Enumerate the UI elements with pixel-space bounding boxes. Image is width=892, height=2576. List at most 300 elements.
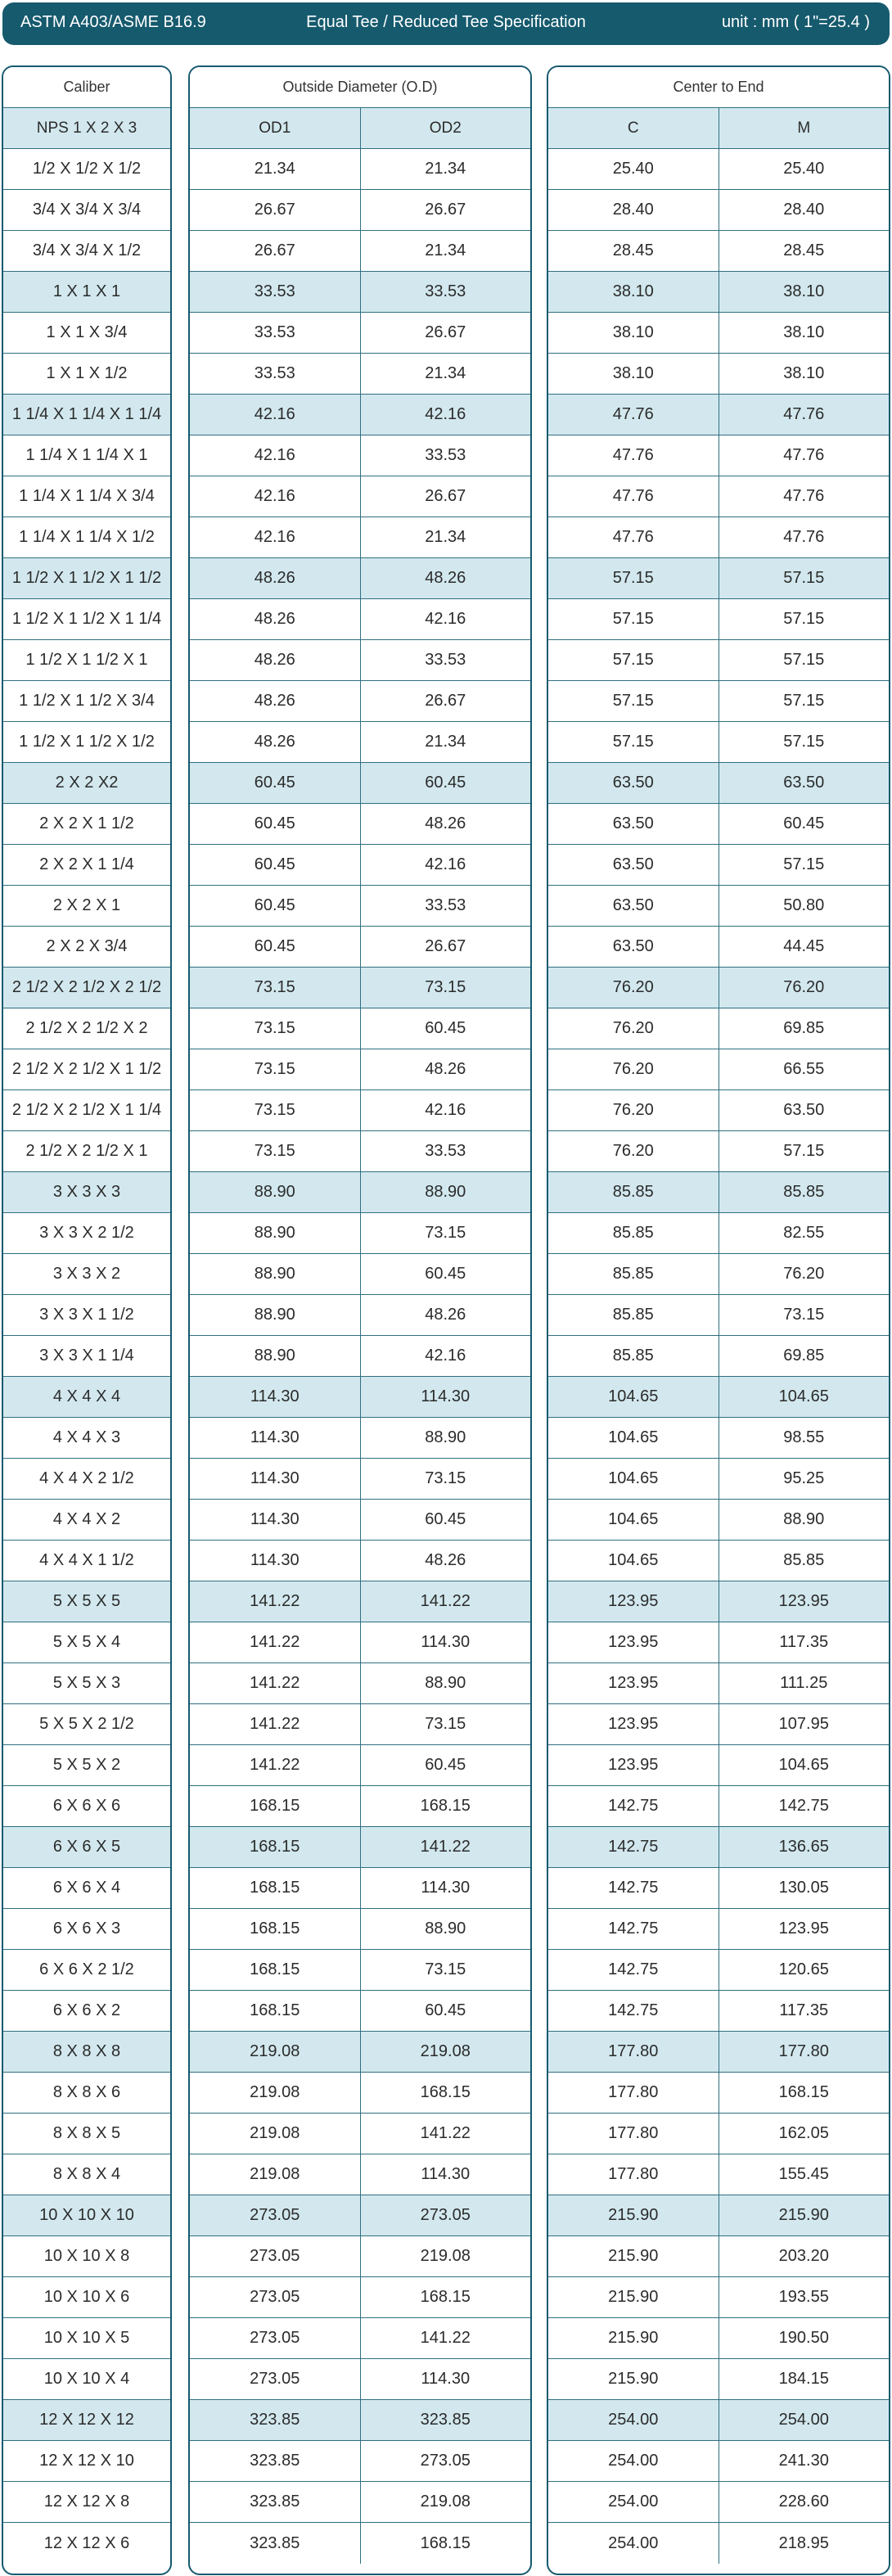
ce-row (548, 395, 889, 435)
ce-row (548, 1745, 889, 1786)
od-row (190, 1295, 530, 1336)
m-cell: 28.40 (719, 190, 890, 230)
od1-cell: 73.15 (254, 1101, 295, 1119)
od1-cell: 168.15 (250, 1838, 300, 1856)
od2-cell: 42.16 (360, 395, 531, 435)
c-cell: 76.20 (612, 1060, 654, 1078)
nps-cell: 4 X 4 X 4 (52, 1387, 121, 1405)
od1-cell: 114.30 (250, 1428, 300, 1446)
caliber-row (3, 272, 170, 313)
c-cell: 177.80 (608, 2124, 659, 2142)
ce-row (548, 517, 889, 558)
caliber-row (3, 2073, 170, 2114)
m-cell: 98.55 (719, 1418, 890, 1458)
ce-row (548, 1172, 889, 1213)
c-cell: 142.75 (608, 1920, 659, 1938)
ce-row (548, 2073, 889, 2114)
od2-cell: 26.67 (360, 313, 531, 353)
caliber-row (3, 2359, 170, 2400)
m-cell: 107.95 (719, 1704, 890, 1744)
od2-cell: 141.22 (360, 1827, 531, 1867)
ce-row (548, 1909, 889, 1950)
c-cell: 123.95 (608, 1674, 659, 1692)
nps-cell: 1 1/2 X 1 1/2 X 1/2 (19, 733, 155, 751)
m-cell: 130.05 (719, 1868, 890, 1908)
caliber-row (3, 722, 170, 763)
od1-cell: 168.15 (250, 1879, 300, 1897)
od1-cell: 141.22 (250, 1715, 300, 1733)
nps-cell: 1 1/2 X 1 1/2 X 1 1/4 (11, 610, 162, 628)
nps-cell: 3 X 3 X 2 1/2 (39, 1224, 134, 1242)
ce-row (548, 558, 889, 599)
od-row (190, 149, 530, 190)
caliber-row (3, 2114, 170, 2154)
c-cell: 104.65 (608, 1469, 659, 1487)
m-cell: 241.30 (719, 2441, 890, 2481)
ce-row (548, 190, 889, 231)
od2-cell: 21.34 (360, 149, 531, 189)
od-row (190, 1827, 530, 1868)
nps-cell: 12 X 12 X 10 (39, 2452, 134, 2470)
c-cell: 123.95 (608, 1592, 659, 1610)
c-cell: 38.10 (612, 364, 654, 382)
caliber-row (3, 395, 170, 435)
od1-cell: 141.22 (250, 1633, 300, 1651)
caliber-row (3, 2400, 170, 2441)
ce-row (548, 599, 889, 640)
ce-row (548, 1090, 889, 1131)
c-cell: 76.20 (612, 978, 654, 996)
c-cell: 254.00 (608, 2533, 659, 2552)
caliber-row (3, 1459, 170, 1500)
od2-cell: 88.90 (360, 1909, 531, 1949)
caliber-row (3, 1131, 170, 1172)
c-cell: 38.10 (612, 282, 654, 300)
od2-cell: 33.53 (360, 272, 531, 312)
m-cell: 57.15 (719, 722, 890, 762)
c-cell: 142.75 (608, 1960, 659, 1978)
m-cell: 85.85 (719, 1541, 890, 1581)
caliber-row (3, 1868, 170, 1909)
nps-cell: 1 1/4 X 1 1/4 X 3/4 (19, 487, 155, 505)
m-cell: 57.15 (719, 599, 890, 639)
od1-cell: 73.15 (254, 1019, 295, 1037)
ce-row (548, 1950, 889, 1991)
m-cell: 111.25 (719, 1663, 890, 1703)
od-row (190, 1745, 530, 1786)
m-cell: 63.50 (719, 763, 890, 803)
ce-row (548, 1213, 889, 1254)
nps-cell: 12 X 12 X 12 (39, 2411, 134, 2429)
c-cell: 63.50 (612, 814, 654, 832)
od1-cell: 60.45 (254, 774, 295, 792)
od1-cell: 33.53 (254, 282, 295, 300)
c-cell: 76.20 (612, 1101, 654, 1119)
od1-cell: 73.15 (254, 1142, 295, 1160)
ce-row (548, 763, 889, 804)
c-cell: 57.15 (612, 569, 654, 587)
c-cell: 85.85 (612, 1183, 654, 1201)
nps-cell: 2 1/2 X 2 1/2 X 2 (25, 1019, 148, 1037)
caliber-row (3, 313, 170, 354)
c-cell: 63.50 (612, 896, 654, 914)
od1-cell: 48.26 (254, 651, 295, 669)
caliber-row (3, 968, 170, 1008)
caliber-row (3, 1295, 170, 1336)
od2-cell: 33.53 (360, 1131, 531, 1171)
od1-cell: 141.22 (250, 1756, 300, 1774)
m-cell: 190.50 (719, 2318, 890, 2358)
od1-cell: 323.85 (250, 2533, 300, 2552)
ce-row (548, 476, 889, 517)
od1-cell: 33.53 (254, 323, 295, 341)
nps-cell: 10 X 10 X 4 (43, 2370, 130, 2388)
outside-diameter-table (188, 65, 532, 2575)
od2-cell: 114.30 (360, 1622, 531, 1662)
caliber-row (3, 927, 170, 968)
m-cell: 69.85 (719, 1008, 890, 1049)
od-row (190, 804, 530, 845)
caliber-row (3, 1827, 170, 1868)
ce-row (548, 2195, 889, 2236)
caliber-row (3, 2318, 170, 2359)
od2-cell: 219.08 (360, 2032, 531, 2072)
od-row (190, 1909, 530, 1950)
ce-row (548, 1827, 889, 1868)
c-cell: 254.00 (608, 2411, 659, 2429)
od2-cell: 168.15 (360, 2523, 531, 2564)
od1-cell: 323.85 (250, 2411, 300, 2429)
caliber-row (3, 1745, 170, 1786)
ce-subheader (548, 108, 889, 149)
m-cell: 177.80 (719, 2032, 890, 2072)
c-cell: 177.80 (608, 2042, 659, 2060)
caliber-row (3, 1991, 170, 2032)
od-table-body (190, 149, 530, 2564)
nps-cell: 2 X 2 X 1 1/2 (39, 814, 134, 832)
od-row (190, 2482, 530, 2523)
od1-cell: 219.08 (250, 2165, 300, 2183)
ce-row (548, 1991, 889, 2032)
od-row (190, 1418, 530, 1459)
nps-cell: 2 1/2 X 2 1/2 X 1 (25, 1142, 148, 1160)
c-cell: 28.45 (612, 241, 654, 259)
od1-cell: 168.15 (250, 1960, 300, 1978)
od2-cell: 60.45 (360, 1008, 531, 1049)
nps-cell: 5 X 5 X 5 (52, 1592, 121, 1610)
nps-cell: 4 X 4 X 2 (52, 1510, 121, 1528)
c-cell: 57.15 (612, 692, 654, 710)
c-cell: 57.15 (612, 651, 654, 669)
od1-cell: 42.16 (254, 487, 295, 505)
caliber-row (3, 149, 170, 190)
c-cell: 63.50 (612, 937, 654, 955)
od-group-header (190, 67, 530, 108)
od2-cell: 114.30 (360, 2359, 531, 2399)
c-column-header: C (627, 119, 639, 137)
nps-cell: 5 X 5 X 2 (52, 1756, 121, 1774)
od-row (190, 1377, 530, 1418)
caliber-group-title: Caliber (63, 79, 110, 95)
m-cell: 155.45 (719, 2154, 890, 2195)
od-row (190, 681, 530, 722)
caliber-row (3, 558, 170, 599)
od2-cell: 48.26 (360, 558, 531, 598)
caliber-row (3, 1500, 170, 1541)
od-row (190, 395, 530, 435)
m-cell: 57.15 (719, 640, 890, 680)
m-cell: 136.65 (719, 1827, 890, 1867)
m-cell: 47.76 (719, 517, 890, 557)
ce-row (548, 1254, 889, 1295)
od-row (190, 1663, 530, 1704)
od2-cell: 48.26 (360, 1049, 531, 1089)
nps-cell: 6 X 6 X 6 (52, 1797, 121, 1815)
ce-row (548, 1541, 889, 1581)
nps-cell: 8 X 8 X 8 (52, 2042, 121, 2060)
nps-cell: 6 X 6 X 2 (52, 2001, 121, 2019)
ce-row (548, 2482, 889, 2523)
od1-cell: 141.22 (250, 1592, 300, 1610)
nps-cell: 10 X 10 X 8 (43, 2247, 130, 2265)
ce-row (548, 886, 889, 927)
caliber-row (3, 640, 170, 681)
od2-cell: 273.05 (360, 2195, 531, 2235)
od-row (190, 231, 530, 272)
nps-cell: 1 1/2 X 1 1/2 X 1 1/2 (11, 569, 162, 587)
m-cell: 162.05 (719, 2114, 890, 2154)
nps-cell: 1 1/2 X 1 1/2 X 1 (25, 651, 148, 669)
od2-cell: 114.30 (360, 1377, 531, 1417)
c-cell: 123.95 (608, 1756, 659, 1774)
caliber-row (3, 2236, 170, 2277)
page-title: Equal Tee / Reduced Tee Specification (306, 13, 586, 31)
od2-cell: 42.16 (360, 599, 531, 639)
m-cell: 76.20 (719, 968, 890, 1008)
nps-cell: 3 X 3 X 3 (52, 1183, 121, 1201)
m-cell: 254.00 (719, 2400, 890, 2440)
nps-cell: 2 1/2 X 2 1/2 X 2 1/2 (11, 978, 162, 996)
od1-cell: 168.15 (250, 1797, 300, 1815)
ce-row (548, 722, 889, 763)
c-cell: 38.10 (612, 323, 654, 341)
m-cell: 63.50 (719, 1090, 890, 1130)
caliber-row (3, 2441, 170, 2482)
od-row (190, 599, 530, 640)
c-cell: 215.90 (608, 2247, 659, 2265)
od2-cell: 48.26 (360, 804, 531, 844)
od2-cell: 33.53 (360, 886, 531, 926)
nps-cell: 8 X 8 X 4 (52, 2165, 121, 2183)
caliber-row (3, 517, 170, 558)
m-cell: 76.20 (719, 1254, 890, 1294)
od-row (190, 1622, 530, 1663)
od-row (190, 517, 530, 558)
nps-cell: 12 X 12 X 8 (43, 2493, 130, 2511)
od-subheader (190, 108, 530, 149)
m-cell: 168.15 (719, 2073, 890, 2113)
od-row (190, 2277, 530, 2318)
center-to-end-table (547, 65, 890, 2575)
c-cell: 142.75 (608, 1797, 659, 1815)
nps-cell: 1 1/4 X 1 1/4 X 1 1/4 (11, 405, 162, 423)
caliber-row (3, 886, 170, 927)
ce-row (548, 2154, 889, 2195)
ce-row (548, 272, 889, 313)
od-row (190, 2441, 530, 2482)
od1-cell: 219.08 (250, 2083, 300, 2101)
m-cell: 44.45 (719, 927, 890, 967)
nps-cell: 6 X 6 X 3 (52, 1920, 121, 1938)
nps-cell: 1 X 1 X 1 (52, 282, 121, 300)
c-cell: 215.90 (608, 2370, 659, 2388)
caliber-row (3, 2195, 170, 2236)
od2-cell: 21.34 (360, 517, 531, 557)
c-cell: 47.76 (612, 487, 654, 505)
od2-cell: 219.08 (360, 2236, 531, 2276)
od-row (190, 1254, 530, 1295)
od-row (190, 1541, 530, 1581)
caliber-row (3, 2482, 170, 2523)
od-row (190, 1991, 530, 2032)
od-row (190, 2236, 530, 2277)
caliber-row (3, 1663, 170, 1704)
ce-row (548, 2400, 889, 2441)
nps-cell: 2 1/2 X 2 1/2 X 1 1/2 (11, 1060, 162, 1078)
nps-cell: 6 X 6 X 4 (52, 1879, 121, 1897)
c-cell: 104.65 (608, 1551, 659, 1569)
od2-cell: 21.34 (360, 722, 531, 762)
m-cell: 47.76 (719, 435, 890, 476)
c-cell: 57.15 (612, 733, 654, 751)
caliber-row (3, 2154, 170, 2195)
ce-row (548, 149, 889, 190)
od2-cell: 60.45 (360, 1745, 531, 1785)
m-cell: 38.10 (719, 313, 890, 353)
nps-cell: 3/4 X 3/4 X 3/4 (32, 201, 142, 219)
caliber-row (3, 435, 170, 476)
m-cell: 60.45 (719, 804, 890, 844)
caliber-row (3, 1704, 170, 1745)
od1-cell: 88.90 (254, 1265, 295, 1283)
c-cell: 76.20 (612, 1019, 654, 1037)
od1-cell: 88.90 (254, 1224, 295, 1242)
od-row (190, 558, 530, 599)
ce-row (548, 1581, 889, 1622)
ce-row (548, 804, 889, 845)
od-row (190, 190, 530, 231)
c-cell: 63.50 (612, 774, 654, 792)
od2-cell: 60.45 (360, 1500, 531, 1540)
od-row (190, 354, 530, 395)
c-cell: 254.00 (608, 2493, 659, 2511)
od1-cell: 60.45 (254, 855, 295, 873)
nps-cell: 8 X 8 X 5 (52, 2124, 121, 2142)
c-cell: 47.76 (612, 528, 654, 546)
od2-cell: 26.67 (360, 681, 531, 721)
ce-row (548, 1663, 889, 1704)
od1-cell: 33.53 (254, 364, 295, 382)
od1-cell: 42.16 (254, 446, 295, 464)
m-cell: 38.10 (719, 354, 890, 394)
ce-row (548, 927, 889, 968)
od1-cell: 48.26 (254, 610, 295, 628)
od1-cell: 26.67 (254, 201, 295, 219)
caliber-row (3, 1049, 170, 1090)
c-cell: 254.00 (608, 2452, 659, 2470)
c-cell: 104.65 (608, 1428, 659, 1446)
od2-cell: 219.08 (360, 2482, 531, 2522)
od1-cell: 60.45 (254, 937, 295, 955)
c-cell: 177.80 (608, 2165, 659, 2183)
od2-cell: 21.34 (360, 231, 531, 271)
nps-cell: 5 X 5 X 3 (52, 1674, 121, 1692)
caliber-row (3, 1786, 170, 1827)
c-cell: 47.76 (612, 405, 654, 423)
od2-cell: 33.53 (360, 435, 531, 476)
ce-row (548, 1336, 889, 1377)
od1-cell: 42.16 (254, 528, 295, 546)
od-row (190, 1213, 530, 1254)
od2-cell: 73.15 (360, 1704, 531, 1744)
caliber-row (3, 763, 170, 804)
nps-cell: 4 X 4 X 3 (52, 1428, 121, 1446)
od-row (190, 1868, 530, 1909)
ce-row (548, 1500, 889, 1541)
ce-row (548, 1459, 889, 1500)
c-cell: 85.85 (612, 1347, 654, 1365)
od2-cell: 88.90 (360, 1172, 531, 1212)
m-cell: 66.55 (719, 1049, 890, 1089)
od-row (190, 1090, 530, 1131)
od2-cell: 26.67 (360, 927, 531, 967)
od1-cell: 48.26 (254, 733, 295, 751)
ce-row (548, 313, 889, 354)
nps-cell: 6 X 6 X 2 1/2 (39, 1960, 134, 1978)
ce-row (548, 354, 889, 395)
m-cell: 25.40 (719, 149, 890, 189)
nps-cell: 4 X 4 X 2 1/2 (39, 1469, 134, 1487)
od-row (190, 2154, 530, 2195)
c-cell: 215.90 (608, 2288, 659, 2306)
od1-cell: 273.05 (250, 2329, 300, 2347)
ce-row (548, 1295, 889, 1336)
od2-cell: 141.22 (360, 2318, 531, 2358)
standard-label: ASTM A403/ASME B16.9 (20, 13, 206, 31)
od-row (190, 1786, 530, 1827)
caliber-row (3, 681, 170, 722)
m-cell: 47.76 (719, 395, 890, 435)
od2-cell: 26.67 (360, 476, 531, 517)
caliber-subheader (3, 108, 170, 149)
m-cell: 228.60 (719, 2482, 890, 2522)
nps-cell: 2 X 2 X2 (55, 774, 119, 792)
od1-cell: 219.08 (250, 2042, 300, 2060)
od1-cell: 73.15 (254, 978, 295, 996)
od-row (190, 2318, 530, 2359)
m-cell: 73.15 (719, 1295, 890, 1335)
od-row (190, 1500, 530, 1541)
nps-cell: 4 X 4 X 1 1/2 (39, 1551, 134, 1569)
od-row (190, 2195, 530, 2236)
caliber-row (3, 2032, 170, 2073)
c-cell: 76.20 (612, 1142, 654, 1160)
m-cell: 28.45 (719, 231, 890, 271)
od1-cell: 323.85 (250, 2493, 300, 2511)
od-row (190, 272, 530, 313)
od-row (190, 968, 530, 1008)
c-cell: 47.76 (612, 446, 654, 464)
